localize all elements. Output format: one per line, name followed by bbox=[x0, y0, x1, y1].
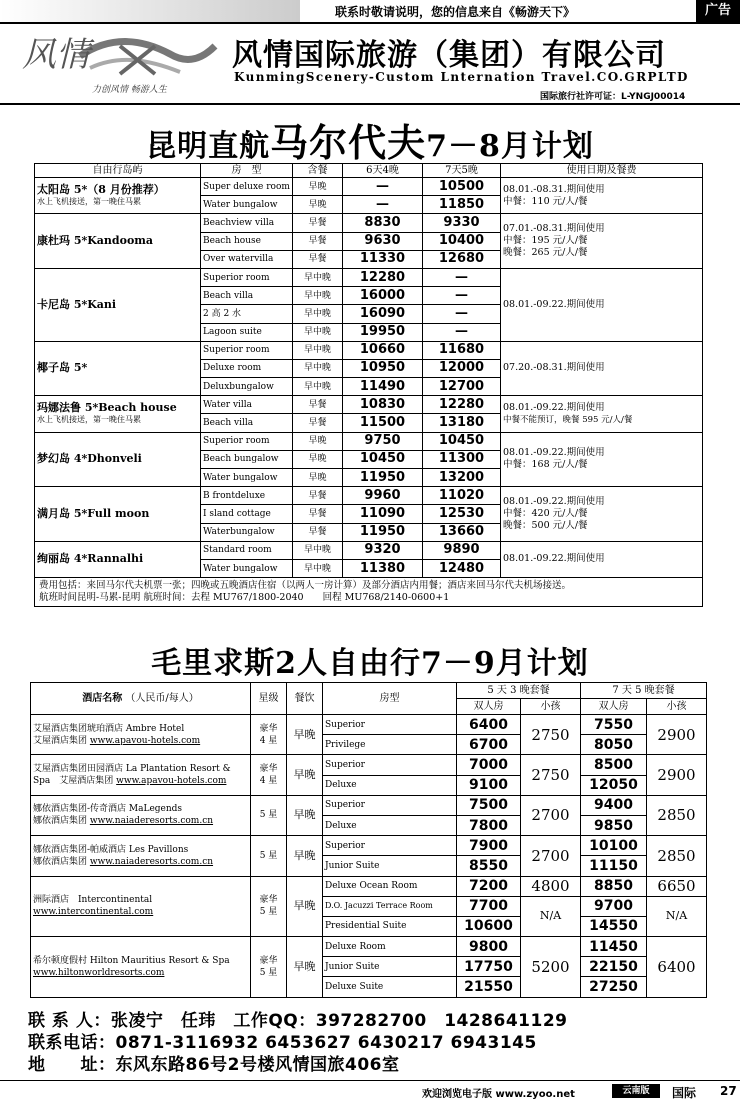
usage-info: 08.01.-09.22.期间使用 中餐：168 元/人/餐 bbox=[501, 432, 703, 487]
meal: 早晚 bbox=[287, 937, 323, 998]
usage-info: 07.20.-08.31.期间使用 bbox=[501, 341, 703, 396]
room-type: Standard room bbox=[201, 541, 293, 559]
price-6d: 9960 bbox=[343, 487, 423, 505]
price-6d: — bbox=[343, 178, 423, 196]
child-price-7d: 2900 bbox=[647, 715, 707, 755]
meal: 早晚 bbox=[287, 755, 323, 795]
page-number: 27 bbox=[720, 1084, 737, 1098]
table-row bbox=[31, 937, 707, 957]
child-price-7d: 2850 bbox=[647, 795, 707, 835]
contact-person: 联 系 人：张凌宁 任玮 工作QQ：397282700 1428641129 bbox=[28, 1011, 568, 1031]
top-banner bbox=[0, 0, 740, 22]
star-rating: 豪华 4 星 bbox=[251, 755, 287, 795]
double-price-5d: 7200 bbox=[457, 876, 521, 896]
ad-label: 广告 bbox=[696, 0, 740, 22]
meal: 早中晚 bbox=[293, 359, 343, 377]
divider bbox=[0, 22, 740, 24]
room-type: Beach villa bbox=[201, 414, 293, 432]
room-type: Superior room bbox=[201, 268, 293, 286]
hotel-name: 卡尼岛 5*Kani bbox=[35, 268, 201, 341]
fee-note: 费用包括：来回马尔代夫机票一张；四晚或五晚酒店住宿（以两人一房计算）及部分酒店内用餐；酒店来回马尔代夫机场接送。 航班时间昆明-马累-昆明 航班时间：去程 MU767/1800-2040 回程 MU768/2140-0600+1 bbox=[35, 578, 703, 607]
table-row bbox=[35, 178, 703, 196]
table-row bbox=[35, 541, 703, 559]
hotel-name: 满月岛 5*Full moon bbox=[35, 487, 201, 542]
banner-gradient bbox=[0, 0, 300, 22]
price-6d: 9320 bbox=[343, 541, 423, 559]
meal: 早晚 bbox=[287, 715, 323, 755]
table-row bbox=[35, 487, 703, 505]
room-type: Beach bungalow bbox=[201, 450, 293, 468]
double-price-7d: 10100 bbox=[581, 836, 647, 856]
double-price-5d: 7000 bbox=[457, 755, 521, 775]
double-price-7d: 22150 bbox=[581, 957, 647, 977]
column-header: 房 型 bbox=[201, 164, 293, 178]
meal: 早餐 bbox=[293, 250, 343, 268]
star-rating: 豪华 4 星 bbox=[251, 715, 287, 755]
double-price-7d: 9850 bbox=[581, 815, 647, 835]
room-type: Water bungalow bbox=[201, 559, 293, 577]
column-header: 自由行岛屿 bbox=[35, 164, 201, 178]
table-row bbox=[31, 876, 707, 896]
contact-phone: 联系电话：0871-3116932 6453627 6430217 6943145 bbox=[28, 1033, 537, 1053]
double-price-7d: 11450 bbox=[581, 937, 647, 957]
price-7d: 12530 bbox=[423, 505, 501, 523]
hotel-name: 艾屋酒店集团田园酒店 La Plantation Resort & Spa 艾屋酒店集团 www.apavou-hotels.com bbox=[31, 755, 251, 795]
price-6d: 11950 bbox=[343, 469, 423, 487]
child-price-5d: 4800 bbox=[521, 876, 581, 896]
meal: 早餐 bbox=[293, 505, 343, 523]
price-6d: 11950 bbox=[343, 523, 423, 541]
room-type: Superior bbox=[323, 755, 457, 775]
logo-text: 风情 bbox=[22, 35, 90, 75]
price-7d: 10450 bbox=[423, 432, 501, 450]
meal: 早餐 bbox=[293, 414, 343, 432]
hotel-name: 椰子岛 5* bbox=[35, 341, 201, 396]
double-price-5d: 7500 bbox=[457, 795, 521, 815]
double-price-5d: 10600 bbox=[457, 916, 521, 936]
price-7d: 13200 bbox=[423, 469, 501, 487]
double-price-7d: 7550 bbox=[581, 715, 647, 735]
price-6d: 12280 bbox=[343, 268, 423, 286]
license-number: 国际旅行社许可证：L-YNGJ00014 bbox=[540, 92, 686, 102]
child-price-5d: 2700 bbox=[521, 836, 581, 876]
table-row bbox=[35, 268, 703, 286]
meal: 早晚 bbox=[287, 836, 323, 876]
price-6d: 9630 bbox=[343, 232, 423, 250]
double-price-7d: 8500 bbox=[581, 755, 647, 775]
room-type: Superior room bbox=[201, 341, 293, 359]
meal: 早中晚 bbox=[293, 287, 343, 305]
column-header: 7天5晚 bbox=[423, 164, 501, 178]
price-7d: 13660 bbox=[423, 523, 501, 541]
hotel-name: 太阳岛 5*（8 月份推荐） 水上飞机接送，第一晚住马累 bbox=[35, 178, 201, 214]
usage-info: 08.01.-08.31.期间使用 中餐：110 元/人/餐 bbox=[501, 178, 703, 214]
price-7d: — bbox=[423, 305, 501, 323]
hotel-name: 梦幻岛 4*Dhonveli bbox=[35, 432, 201, 487]
meal: 早餐 bbox=[293, 523, 343, 541]
room-type: Deluxe Suite bbox=[323, 977, 457, 997]
double-price-5d: 6400 bbox=[457, 715, 521, 735]
footer-website[interactable]: 欢迎浏览电子版 www.zyoo.net bbox=[422, 1089, 575, 1100]
room-type: Deluxe bbox=[323, 775, 457, 795]
double-price-5d: 21550 bbox=[457, 977, 521, 997]
hotel-name: 希尔顿度假村 Hilton Mauritius Resort & Spa www.hiltonworldresorts.com bbox=[31, 937, 251, 998]
usage-info: 08.01.-09.22.期间使用 中餐不能预订，晚餐 595 元/人/餐 bbox=[501, 396, 703, 432]
meal: 早晚 bbox=[293, 450, 343, 468]
room-type: Beach house bbox=[201, 232, 293, 250]
price-6d: 9750 bbox=[343, 432, 423, 450]
meal: 早中晚 bbox=[293, 378, 343, 396]
usage-info: 08.01.-09.22.期间使用 中餐：420 元/人/餐 晚餐：500 元/人/餐 bbox=[501, 487, 703, 542]
page-footer bbox=[0, 1080, 740, 1100]
price-6d: — bbox=[343, 196, 423, 214]
price-7d: 10500 bbox=[423, 178, 501, 196]
child-price-7d: 6650 bbox=[647, 876, 707, 896]
column-header: 双人房 bbox=[457, 699, 521, 715]
price-7d: 10400 bbox=[423, 232, 501, 250]
hotel-name: 玛娜法鲁 5*Beach house 水上飞机接送，第一晚住马累 bbox=[35, 396, 201, 432]
meal: 早中晚 bbox=[293, 341, 343, 359]
meal: 早中晚 bbox=[293, 305, 343, 323]
price-7d: 11300 bbox=[423, 450, 501, 468]
double-price-7d: 11150 bbox=[581, 856, 647, 876]
usage-info: 07.01.-08.31.期间使用 中餐：195 元/人/餐 晚餐：265 元/人/餐 bbox=[501, 214, 703, 269]
hotel-link[interactable]: www.naiaderesorts.com.cn bbox=[89, 816, 214, 827]
child-price-5d: 2750 bbox=[521, 755, 581, 795]
meal: 早餐 bbox=[293, 396, 343, 414]
price-7d: 11680 bbox=[423, 341, 501, 359]
child-price-7d: 2850 bbox=[647, 836, 707, 876]
room-type: I sland cottage bbox=[201, 505, 293, 523]
child-price-5d: N/A bbox=[521, 896, 581, 936]
double-price-5d: 7800 bbox=[457, 815, 521, 835]
price-7d: — bbox=[423, 323, 501, 341]
price-7d: — bbox=[423, 268, 501, 286]
price-7d: 9890 bbox=[423, 541, 501, 559]
child-price-5d: 5200 bbox=[521, 937, 581, 998]
price-7d: 9330 bbox=[423, 214, 501, 232]
room-type: Superior bbox=[323, 715, 457, 735]
price-6d: 16000 bbox=[343, 287, 423, 305]
room-type: Deluxbungalow bbox=[201, 378, 293, 396]
table-row bbox=[35, 396, 703, 414]
child-price-5d: 2700 bbox=[521, 795, 581, 835]
section-label: 国际 bbox=[672, 1086, 697, 1100]
meal: 早晚 bbox=[287, 795, 323, 835]
table-row bbox=[35, 214, 703, 232]
double-price-5d: 7900 bbox=[457, 836, 521, 856]
meal: 早餐 bbox=[293, 214, 343, 232]
child-price-7d: 6400 bbox=[647, 937, 707, 998]
double-price-7d: 9700 bbox=[581, 896, 647, 916]
column-header: 含餐 bbox=[293, 164, 343, 178]
column-header: 使用日期及餐费 bbox=[501, 164, 703, 178]
mauritius-price-table bbox=[30, 682, 707, 998]
meal: 早中晚 bbox=[293, 541, 343, 559]
star-rating: 豪华 5 星 bbox=[251, 876, 287, 937]
room-type: D.O. Jacuzzi Terrace Room bbox=[323, 896, 457, 916]
price-6d: 10830 bbox=[343, 396, 423, 414]
room-type: Waterbungalow bbox=[201, 523, 293, 541]
meal: 早晚 bbox=[293, 196, 343, 214]
price-7d: 12480 bbox=[423, 559, 501, 577]
room-type: Presidential Suite bbox=[323, 916, 457, 936]
price-6d: 8830 bbox=[343, 214, 423, 232]
column-header: 餐饮 bbox=[287, 683, 323, 715]
room-type: Beachview villa bbox=[201, 214, 293, 232]
star-rating: 5 星 bbox=[251, 836, 287, 876]
table-row bbox=[31, 755, 707, 775]
room-type: Deluxe bbox=[323, 815, 457, 835]
double-price-5d: 17750 bbox=[457, 957, 521, 977]
table-row bbox=[35, 432, 703, 450]
divider bbox=[0, 103, 740, 105]
child-price-7d: 2900 bbox=[647, 755, 707, 795]
room-type: Deluxe room bbox=[201, 359, 293, 377]
double-price-7d: 12050 bbox=[581, 775, 647, 795]
table-row bbox=[35, 578, 703, 607]
price-7d: 12700 bbox=[423, 378, 501, 396]
double-price-7d: 8050 bbox=[581, 735, 647, 755]
room-type: Privilege bbox=[323, 735, 457, 755]
hotel-name: 绚丽岛 4*Rannalhi bbox=[35, 541, 201, 577]
price-7d: 11020 bbox=[423, 487, 501, 505]
double-price-7d: 8850 bbox=[581, 876, 647, 896]
company-english-name: KunmingScenery-Custom Lnternation Travel.CO.GRPLTD bbox=[234, 70, 689, 84]
room-type: Deluxe Room bbox=[323, 937, 457, 957]
double-price-5d: 8550 bbox=[457, 856, 521, 876]
room-type: Water bungalow bbox=[201, 196, 293, 214]
meal: 早晚 bbox=[293, 178, 343, 196]
double-price-5d: 7700 bbox=[457, 896, 521, 916]
meal: 早晚 bbox=[293, 469, 343, 487]
hotel-name: 艾屋酒店集团琥珀酒店 Ambre Hotel 艾屋酒店集团 www.apavou-hotels.com bbox=[31, 715, 251, 755]
table-row bbox=[31, 795, 707, 815]
double-price-5d: 9800 bbox=[457, 937, 521, 957]
table-row bbox=[35, 341, 703, 359]
price-6d: 16090 bbox=[343, 305, 423, 323]
room-type: Water bungalow bbox=[201, 469, 293, 487]
price-6d: 19950 bbox=[343, 323, 423, 341]
column-header: 酒店名称 （人民币/每人） bbox=[31, 683, 251, 715]
price-6d: 11490 bbox=[343, 378, 423, 396]
room-type: Superior bbox=[323, 836, 457, 856]
price-6d: 11380 bbox=[343, 559, 423, 577]
column-header: 7 天 5 晚套餐 bbox=[581, 683, 707, 699]
meal: 早餐 bbox=[293, 232, 343, 250]
mauritius-title: 毛里求斯2人自由行7－9月计划 bbox=[151, 646, 589, 681]
meal: 早中晚 bbox=[293, 323, 343, 341]
price-6d: 10950 bbox=[343, 359, 423, 377]
price-7d: 11850 bbox=[423, 196, 501, 214]
hotel-link[interactable]: www.hiltonworldresorts.com bbox=[33, 967, 165, 978]
hotel-link[interactable]: www.apavou-hotels.com bbox=[116, 776, 227, 787]
room-type: Junior Suite bbox=[323, 957, 457, 977]
price-6d: 11090 bbox=[343, 505, 423, 523]
column-header: 小孩 bbox=[521, 699, 581, 715]
room-type: 2 高 2 水 bbox=[201, 305, 293, 323]
room-type: Beach villa bbox=[201, 287, 293, 305]
company-name: 风情国际旅游（集团）有限公司 bbox=[232, 38, 666, 73]
room-type: Superior bbox=[323, 795, 457, 815]
star-rating: 豪华 5 星 bbox=[251, 937, 287, 998]
double-price-5d: 6700 bbox=[457, 735, 521, 755]
double-price-7d: 27250 bbox=[581, 977, 647, 997]
meal: 早晚 bbox=[287, 876, 323, 937]
hotel-name: 娜依酒店集团-传奇酒店 MaLegends 娜依酒店集团 www.naiaderesorts.com.cn bbox=[31, 795, 251, 835]
hotel-link[interactable]: www.apavou-hotels.com bbox=[89, 735, 201, 746]
usage-info: 08.01.-09.22.期间使用 bbox=[501, 268, 703, 341]
column-header: 6天4晚 bbox=[343, 164, 423, 178]
room-type: B frontdeluxe bbox=[201, 487, 293, 505]
usage-info: 08.01.-09.22.期间使用 bbox=[501, 541, 703, 577]
meal: 早中晚 bbox=[293, 559, 343, 577]
double-price-7d: 9400 bbox=[581, 795, 647, 815]
room-type: Superior room bbox=[201, 432, 293, 450]
hotel-link[interactable]: www.intercontinental.com bbox=[33, 907, 154, 918]
price-7d: 13180 bbox=[423, 414, 501, 432]
column-header: 房型 bbox=[323, 683, 457, 715]
hotel-name: 康杜玛 5*Kandooma bbox=[35, 214, 201, 269]
room-type: Water villa bbox=[201, 396, 293, 414]
column-header: 小孩 bbox=[647, 699, 707, 715]
price-6d: 11330 bbox=[343, 250, 423, 268]
hotel-name: 娜依酒店集团-帕威酒店 Les Pavillons 娜依酒店集团 www.naiaderesorts.com.cn bbox=[31, 836, 251, 876]
column-header: 星级 bbox=[251, 683, 287, 715]
room-type: Lagoon suite bbox=[201, 323, 293, 341]
price-7d: — bbox=[423, 287, 501, 305]
meal: 早晚 bbox=[293, 432, 343, 450]
meal: 早餐 bbox=[293, 487, 343, 505]
room-type: Junior Suite bbox=[323, 856, 457, 876]
star-rating: 5 星 bbox=[251, 795, 287, 835]
top-notice: 联系时敬请说明，您的信息来自《畅游天下》 bbox=[335, 5, 576, 19]
maldives-title: 昆明直航马尔代夫7－8月计划 bbox=[146, 120, 594, 165]
price-6d: 10660 bbox=[343, 341, 423, 359]
hotel-name: 洲际酒店 Intercontinental www.intercontinental.com bbox=[31, 876, 251, 937]
logo-slogan: 力创风情 畅游人生 bbox=[92, 85, 167, 95]
contact-address: 地 址：东风东路86号2号楼风情国旅406室 bbox=[28, 1055, 400, 1075]
table-row bbox=[31, 715, 707, 735]
room-type: Deluxe Ocean Room bbox=[323, 876, 457, 896]
column-header: 双人房 bbox=[581, 699, 647, 715]
room-type: Super deluxe room bbox=[201, 178, 293, 196]
table-row bbox=[31, 836, 707, 856]
child-price-7d: N/A bbox=[647, 896, 707, 936]
hotel-link[interactable]: www.naiaderesorts.com.cn bbox=[89, 856, 214, 867]
double-price-5d: 9100 bbox=[457, 775, 521, 795]
price-7d: 12680 bbox=[423, 250, 501, 268]
price-6d: 11500 bbox=[343, 414, 423, 432]
price-6d: 10450 bbox=[343, 450, 423, 468]
price-7d: 12000 bbox=[423, 359, 501, 377]
column-header: 5 天 3 晚套餐 bbox=[457, 683, 581, 699]
room-type: Over watervilla bbox=[201, 250, 293, 268]
child-price-5d: 2750 bbox=[521, 715, 581, 755]
edition-badge: 云南版 bbox=[612, 1084, 660, 1098]
price-7d: 12280 bbox=[423, 396, 501, 414]
meal: 早中晚 bbox=[293, 268, 343, 286]
double-price-7d: 14550 bbox=[581, 916, 647, 936]
maldives-price-table bbox=[34, 163, 703, 607]
